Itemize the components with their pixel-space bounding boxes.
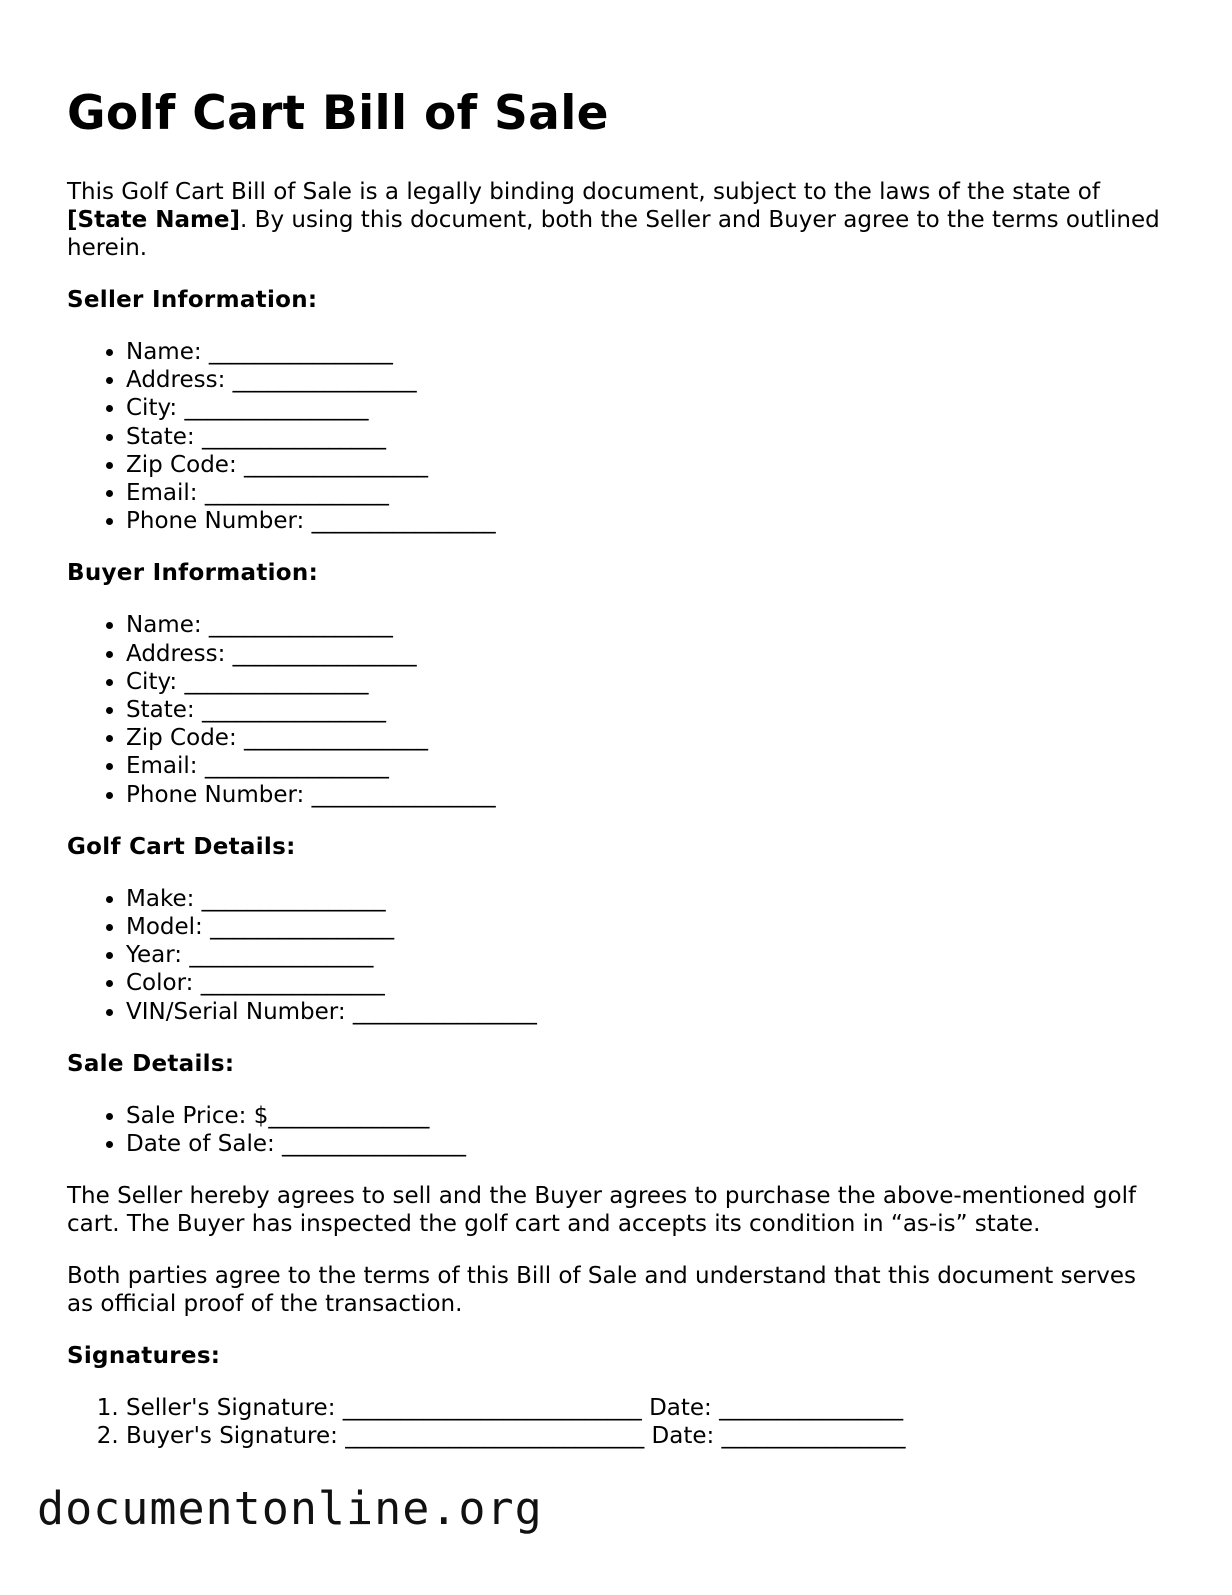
signatures-list bbox=[67, 1394, 1167, 1450]
state-name-placeholder: [State Name] bbox=[67, 207, 241, 233]
seller-information-list bbox=[67, 338, 1167, 535]
agreement-paragraph: The Seller hereby agrees to sell and the Buyer agrees to purchase the above-mentioned golf cart. The Buyer has inspected the golf cart and accepts its condition in “as-is” state. bbox=[67, 1183, 1137, 1238]
buyer-email-field: • Email: ________________ bbox=[126, 752, 1167, 780]
intro-text-start: This Golf Cart Bill of Sale is a legally binding document, subject to the laws of the state of bbox=[67, 179, 1100, 205]
cart-make-field: • Make: ________________ bbox=[126, 885, 1167, 913]
golf-cart-details-list bbox=[67, 885, 1167, 1026]
sale-details-heading: Sale Details: bbox=[67, 1050, 235, 1077]
document bbox=[67, 84, 1167, 1451]
sale-price-field: • Sale Price: $______________ bbox=[126, 1102, 1167, 1130]
buyer-information-heading: Buyer Information: bbox=[67, 560, 319, 587]
buyer-signature-line: 2. Buyer's Signature: __________________________ Date: ________________ bbox=[126, 1422, 1167, 1450]
buyer-address-field: • Address: ________________ bbox=[126, 640, 1167, 668]
seller-state-field: • State: ________________ bbox=[126, 423, 1167, 451]
buyer-city-field: • City: ________________ bbox=[126, 668, 1167, 696]
watermark-text: documentonline.org bbox=[37, 1482, 543, 1535]
seller-phone-number-field: • Phone Number: ________________ bbox=[126, 507, 1167, 535]
seller-address-field: • Address: ________________ bbox=[126, 366, 1167, 394]
buyer-state-field: • State: ________________ bbox=[126, 696, 1167, 724]
sale-details-list bbox=[67, 1102, 1167, 1158]
buyer-phone-number-field: • Phone Number: ________________ bbox=[126, 781, 1167, 809]
intro-text-end: . By using this document, both the Seller and Buyer agree to the terms outlined herein. bbox=[67, 207, 1160, 261]
date-of-sale-field: • Date of Sale: ________________ bbox=[126, 1130, 1167, 1158]
cart-model-field: • Model: ________________ bbox=[126, 913, 1167, 941]
document-title: Golf Cart Bill of Sale bbox=[67, 86, 609, 141]
seller-signature-line: 1. Seller's Signature: __________________________ Date: ________________ bbox=[126, 1394, 1167, 1422]
seller-information-heading: Seller Information: bbox=[67, 287, 318, 313]
cart-vin-serial-field: • VIN/Serial Number: ________________ bbox=[126, 998, 1167, 1026]
golf-cart-details-heading: Golf Cart Details: bbox=[67, 833, 296, 860]
seller-email-field: • Email: ________________ bbox=[126, 479, 1167, 507]
buyer-zip-code-field: • Zip Code: ________________ bbox=[126, 724, 1167, 752]
proof-paragraph: Both parties agree to the terms of this Bill of Sale and understand that this document serves as official proof of the transaction. bbox=[67, 1263, 1136, 1318]
seller-name-field: • Name: ________________ bbox=[126, 338, 1167, 366]
cart-year-field: • Year: ________________ bbox=[126, 941, 1167, 969]
signatures-heading: Signatures: bbox=[67, 1343, 221, 1370]
intro-paragraph bbox=[67, 178, 1167, 262]
seller-city-field: • City: ________________ bbox=[126, 394, 1167, 422]
cart-color-field: • Color: ________________ bbox=[126, 969, 1167, 997]
buyer-name-field: • Name: ________________ bbox=[126, 611, 1167, 639]
buyer-information-list bbox=[67, 611, 1167, 808]
seller-zip-code-field: • Zip Code: ________________ bbox=[126, 451, 1167, 479]
